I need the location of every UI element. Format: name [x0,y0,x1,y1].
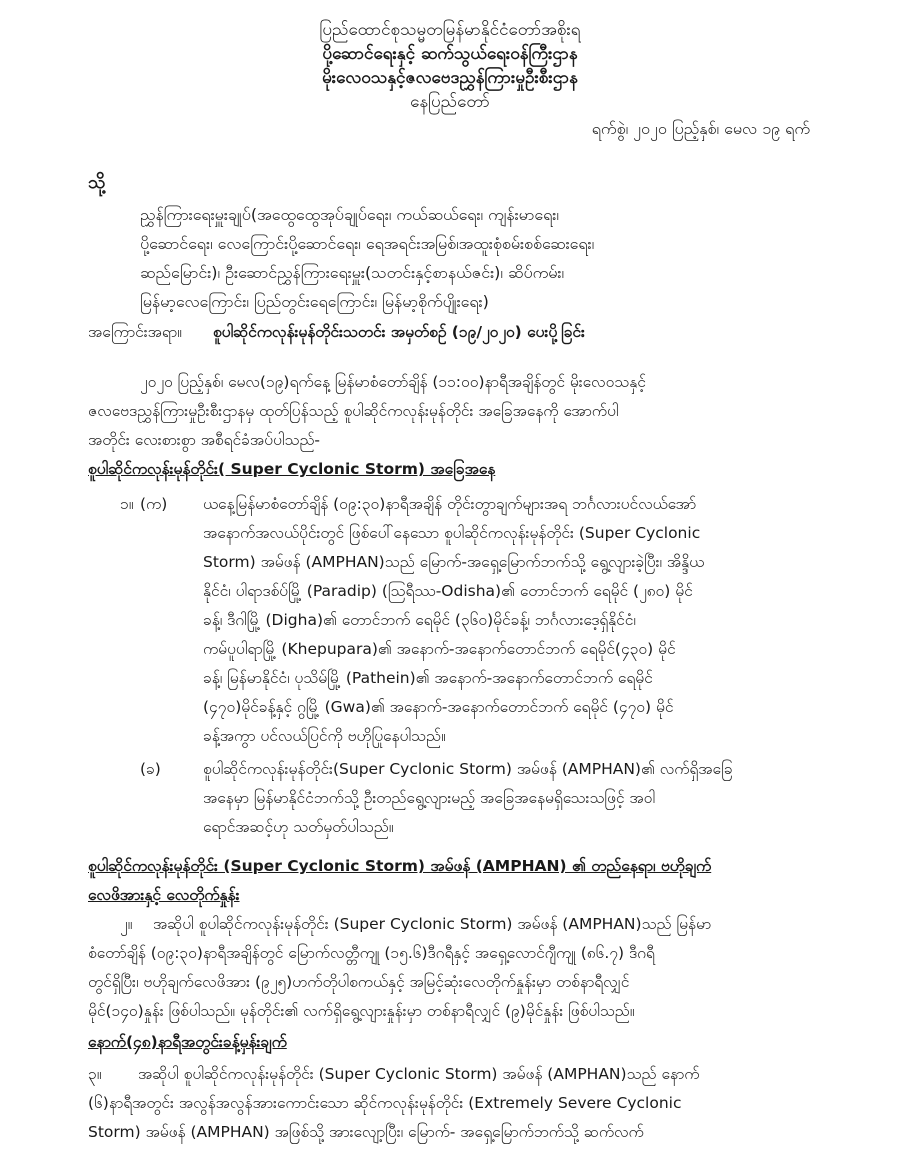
paragraph-line: အဆိုပါ စူပါဆိုင်ကလုန်းမုန်တိုင်း (Super Cyclonic Storm) အမ်ဖန် (AMPHAN)သည် မြန်မာ [153,915,712,933]
header-line-1: ပြည်ထောင်စုသမ္မတမြန်မာနိုင်ငံတော်အစိုးရ [319,20,581,40]
paragraph-2 [88,910,868,1026]
paragraph-3 [88,1060,868,1147]
intro-line: ၂၀၂၀ ပြည့်နှစ်၊ မေလ(၁၉)ရက်နေ့ မြန်မာစံတော်ချိန် (၁၁:၀၀)နာရီအချိန်တွင် မိုးလေဝသနှင့် [140,373,646,391]
paragraph-line: မိုင်(၁၄၀)နှုန်း ဖြစ်ပါသည်။ မုန်တိုင်း၏ လက်ရှိရွေ့လျားနှုန်းမှာ တစ်နာရီလျှင် (၉)မိုင်နှုန်း ဖြစ်ပါသည်။ [88,1002,635,1020]
paragraph-1a [203,490,868,751]
paragraph-number-1: ၁။ [120,495,134,513]
recipient-line: ညွှန်ကြားရေးမှူးချုပ်(အထွေထွေအုပ်ချုပ်ရေး၊ ကယ်ဆယ်ရေး၊ ကျန်းမာရေး၊ [140,205,559,224]
paragraph-line: ယနေ့မြန်မာစံတော်ချိန် (၀၉:၃၀)နာရီအချိန် တိုင်းတွာချက်များအရ ဘင်္ဂလားပင်လယ်အော် [203,495,697,513]
recipient-line: မြန်မာ့လေကြောင်း၊ ပြည်တွင်းရေကြောင်း၊ မြန်မာ့စိုက်ပျိုးရေး) [140,292,489,311]
header-line-3: မိုးလေဝသနှင့်ဇလဗေဒညွှန်ကြားမှုဦးစီးဌာန [322,68,578,88]
section-heading-forecast: နောက်(၄၈)နာရီအတွင်းခန့်မှန်းချက် [88,1033,287,1051]
recipient-line: ပို့ဆောင်ရေး၊ လေကြောင်းပို့ဆောင်ရေး၊ ရေအရင်းအမြစ်၊အထူးစုံစမ်းစစ်ဆေးရေး၊ [140,234,595,253]
paragraph-line: စူပါဆိုင်ကလုန်းမုန်တိုင်း(Super Cyclonic Storm) အမ်ဖန် (AMPHAN)၏ လက်ရှိအခြေ [203,760,733,778]
section-heading-location [88,852,868,910]
paragraph-line: နိုင်ငံ၊ ပါရာဒစ်ပ်မြို့ (Paradip) (ဩရီဿ-Odisha)၏ တောင်ဘက် ရေမိုင် (၂၈၀) မိုင် [203,582,693,600]
paragraph-number-3: ၃။ [88,1065,102,1083]
subject-text: စူပါဆိုင်ကလုန်းမုန်တိုင်းသတင်း အမှတ်စဉ် (၁၉/၂၀၂၀) ပေးပို့ခြင်း [212,323,585,341]
letter-date: ရက်စွဲ၊ ၂၀၂၀ ပြည့်နှစ်၊ မေလ ၁၉ ရက် [591,119,810,138]
paragraph-line: ခန့်၊ မြန်မာနိုင်ငံ၊ ပုသိမ်မြို့ (Pathein)၏ အနောက်-အနောက်တောင်ဘက် ရေမိုင် [203,669,653,687]
paragraph-line: တွင်ရှိပြီး၊ ဗဟိုချက်လေဖိအား (၉၂၅)ဟက်တိုပါစကယ်နှင့် အမြင့်ဆုံးလေတိုက်နှုန်းမှာ တစ်နာရီလျှင် [88,973,630,991]
subject-line [88,322,868,345]
paragraph-line: ခန့်အကွာ ပင်လယ်ပြင်ကို ဗဟိုပြုနေပါသည်။ [203,727,446,745]
paragraph-line: Storm) အမ်ဖန် (AMPHAN)သည် မြောက်-အရှေ့မြောက်ဘက်သို့ ရွေ့လျားခဲ့ပြီး၊ အိန္ဒိယ [203,553,705,571]
heading-line: စူပါဆိုင်ကလုန်းမုန်တိုင်း (Super Cyclonic Storm) အမ်ဖန် (AMPHAN) ၏ တည်နေရာ၊ ဗဟိုချက် [88,857,712,875]
sub-item-b-label: (ခ) [140,760,161,778]
header-line-2: ပို့ဆောင်ရေးနှင့် ဆက်သွယ်ရေးဝန်ကြီးဌာန [322,44,578,64]
to-label: သို့ [88,172,106,193]
recipients-block [140,200,840,316]
subject-label: အကြောင်းအရာ။ [88,323,182,341]
paragraph-line: အနေမှာ မြန်မာနိုင်ငံဘက်သို့ ဦးတည်ရွေ့လျားမည့် အခြေအနေမရှိသေးသဖြင့် အဝါ [203,789,656,807]
section-heading-condition: စူပါဆိုင်ကလုန်းမုန်တိုင်း( Super Cyclonic Storm) အခြေအနေ [88,460,496,478]
paragraph-line: (၄၇၀)မိုင်ခန့်နှင့် ဂွမြို့ (Gwa)၏ အနောက်-အနောက်တောင်ဘက် ရေမိုင် (၄၇၀) မိုင် [203,698,674,716]
paragraph-line: ကမ်ပူပါရာမြို့ (Khepupara)၏ အနောက်-အနောက်တောင်ဘက် ရေမိုင်(၄၃၀) မိုင် [203,640,676,658]
intro-line: အတိုင်း လေးစားစွာ အစီရင်ခံအပ်ပါသည်- [88,431,321,449]
paragraph-line: Storm) အမ်ဖန် (AMPHAN) အဖြစ်သို့ အားလျော့ပြီး၊ မြောက်- အရှေ့မြောက်ဘက်သို့ ဆက်လက် [88,1123,644,1141]
header-line-4: နေပြည်တော် [410,92,490,112]
paragraph-line: အဆိုပါ စူပါဆိုင်ကလုန်းမုန်တိုင်း (Super Cyclonic Storm) အမ်ဖန် (AMPHAN)သည် နောက် [138,1065,700,1083]
letterhead [0,18,900,114]
paragraph-line: (၆)နာရီအတွင်း အလွန်အလွန်အားကောင်းသော ဆိုင်ကလုန်းမုန်တိုင်း (Extremely Severe Cyclonic [88,1094,682,1112]
paragraph-line: စံတော်ချိန် (၀၉:၃၀)နာရီအချိန်တွင် မြောက်လတ္တီကျု (၁၅.၆)ဒီဂရီနှင့် အရှေ့လောင်ဂျီကျု (၈၆.၇) ဒီဂရီ [88,944,655,962]
intro-paragraph [88,368,868,455]
recipient-line: ဆည်မြောင်း)၊ ဦးဆောင်ညွှန်ကြားရေးမှူး(သတင်းနှင့်စာနယ်ဇင်း)၊ ဆိပ်ကမ်း၊ [140,263,564,282]
paragraph-line: အနောက်အလယ်ပိုင်းတွင် ဖြစ်ပေါ်နေသော စူပါဆိုင်ကလုန်းမုန်တိုင်း (Super Cyclonic [203,524,701,542]
paragraph-line: ခန့်၊ ဒီဂါမြို့ (Digha)၏ တောင်ဘက် ရေမိုင် (၃၆၀)မိုင်ခန့်၊ ဘင်္ဂလားဒေ့ရှ်နိုင်ငံ၊ [203,611,636,629]
intro-line: ဇလဗေဒညွှန်ကြားမှုဦးစီးဌာနမှ ထုတ်ပြန်သည့် စူပါဆိုင်ကလုန်းမုန်တိုင်း အခြေအနေကို အောက်ပါ [88,402,619,420]
heading-line: လေဖိအားနှင့် လေတိုက်နှုန်း [88,886,240,904]
sub-item-a-label: (က) [140,495,168,513]
paragraph-number-2: ၂။ [120,915,133,933]
paragraph-1b [203,755,868,842]
paragraph-line: ရောင်အဆင့်ဟု သတ်မှတ်ပါသည်။ [203,818,394,836]
